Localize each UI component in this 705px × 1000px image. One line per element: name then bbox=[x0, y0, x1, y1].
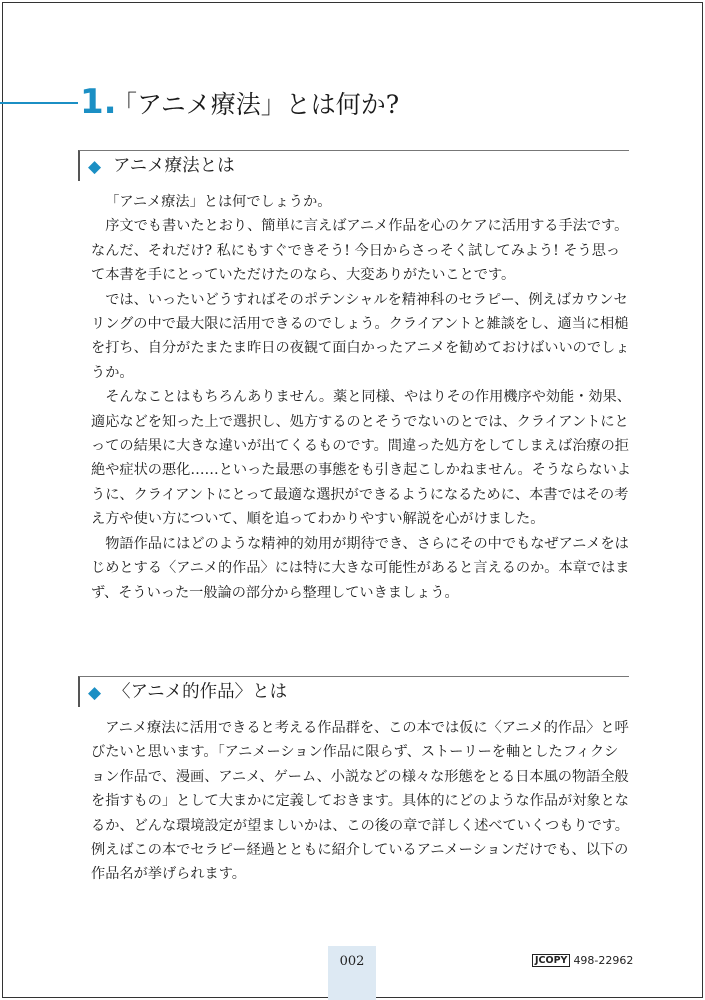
chapter-rule bbox=[0, 102, 78, 104]
paragraph: 物語作品にはどのような精神的効用が期待でき、さらにその中でもなぜアニメをはじめとする〈アニメ的作品〉には特に大きな可能性があると言えるのか。本章ではまず、そういった一般論の部分から整理していきましょう。 bbox=[91, 535, 630, 601]
paragraph: 序文でも書いたとおり、簡単に言えばアニメ作品を心のケアに活用する手法です。なんだ、それだけ? 私にもすぐできそう! 今日からさっそく試してみよう! そう思って本書を手にとっていただけたのなら、大変ありがたいことです。 bbox=[91, 218, 629, 284]
page-number-box bbox=[328, 946, 376, 1000]
diamond-icon: ◆ bbox=[88, 683, 102, 703]
chapter-title: 「アニメ療法」とは何か? bbox=[112, 90, 400, 119]
paragraph: 「アニメ療法」とは何でしょうか。 bbox=[105, 194, 332, 210]
section-title: アニメ療法とは bbox=[113, 156, 235, 176]
jcopy-code: 498-22962 bbox=[573, 954, 634, 967]
paragraph: そんなことはもちろんありません。薬と同様、やはりその作用機序や効能・効果、適応などを知った上で選択し、処方するのとそうでないのとでは、クライアントにとっての結果に大きな違いが出てくるものです。間違った処方をしてしまえば治療の拒絶や症状の悪化……といった最悪の事態をも引き起こしかねません。そうならないように、クライアントにとって最適な選択ができるようになるために、本書ではその考え方や使い方について、順を追ってわかりやすい解説を心がけました。 bbox=[91, 389, 631, 528]
section-body-2 bbox=[91, 716, 632, 887]
page-number: 002 bbox=[339, 954, 365, 969]
jcopy-notice bbox=[532, 954, 633, 968]
jcopy-logo: JCOPY bbox=[532, 954, 570, 967]
section-heading-1 bbox=[78, 150, 629, 181]
chapter-number: 1. bbox=[80, 82, 117, 122]
section-body-1 bbox=[91, 190, 632, 605]
section-heading-2 bbox=[78, 676, 629, 707]
paragraph: では、いったいどうすればそのポテンシャルを精神科のセラピー、例えばカウンセリングの中で最大限に活用できるのでしょう。クライアントと雑談をし、適当に相槌を打ち、自分がたまたま昨日の夜観て面白かったアニメを勧めておけばいいのでしょうか。 bbox=[91, 291, 630, 381]
paragraph: アニメ療法に活用できると考える作品群を、この本では仮に〈アニメ的作品〉と呼びたいと思います。「アニメーション作品に限らず、ストーリーを軸としたフィクション作品で、漫画、アニメ、ゲーム、小説などの様々な形態をとる日本風の物語全般を指すもの」として大まかに定義しておきます。具体的にどのような作品が対象となるか、どんな環境設定が望ましいかは、この後の章で詳しく述べていくつもりです。例えばこの本でセラピー経過とともに紹介しているアニメーションだけでも、以下の作品名が挙げられます。 bbox=[91, 720, 629, 883]
section-title: 〈アニメ的作品〉とは bbox=[113, 682, 288, 702]
diamond-icon: ◆ bbox=[88, 157, 102, 177]
